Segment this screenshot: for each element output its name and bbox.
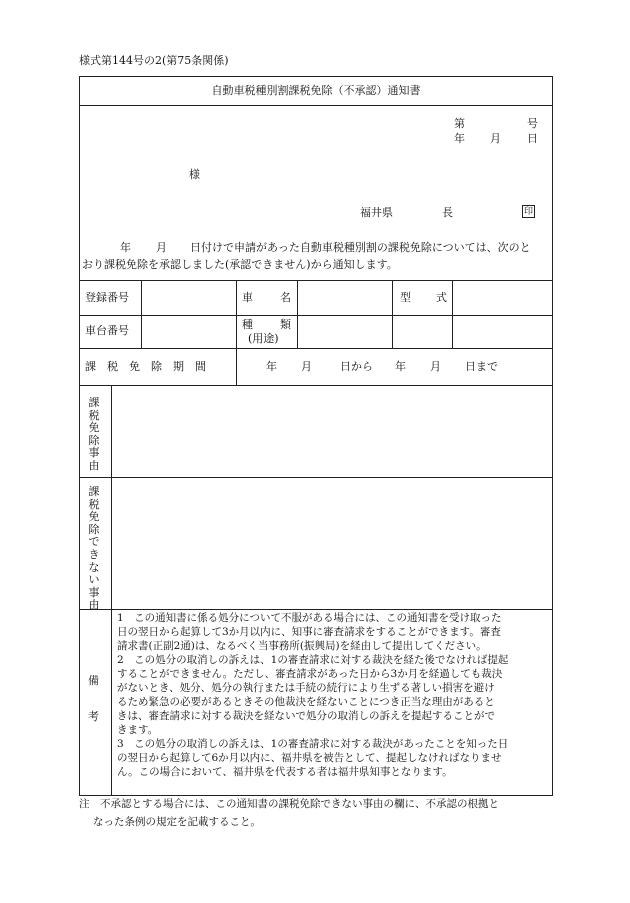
period-divider [79, 385, 553, 386]
number-dai: 第 [454, 117, 465, 130]
period-end-tsuki: 月 [430, 360, 441, 373]
remark-line: することができません。ただし、審査請求があった日から3か月を経過しても裁決 [117, 668, 503, 680]
number-go: 号 [527, 117, 538, 130]
footnote-line-2: なった条例の規定を記載すること。 [93, 816, 261, 828]
col-line-3 [297, 280, 298, 348]
form-number: 様式第144号の2(第75条関係) [79, 54, 229, 67]
reason-divider [79, 477, 553, 478]
period-start-nen: 年 [266, 360, 277, 373]
addressee-sama: 様 [189, 168, 200, 181]
no-exemption-reason-label: 課税免除できない事由 [88, 485, 100, 612]
period-start-tsuki: 月 [301, 360, 312, 373]
label-col-line [111, 385, 112, 796]
body-line-2: おり課税免除を承認しました(承認できません)から通知します。 [82, 258, 398, 271]
date-nen: 年 [454, 132, 465, 145]
header-divider [79, 280, 553, 281]
remark-line: 3 この処分の取消しの訴えは、1の審査請求に対する裁決があったことを知った日 [117, 738, 509, 750]
exemption-reason-label: 課税免除事由 [88, 396, 100, 472]
usage-label: (用途) [248, 332, 279, 345]
date-hi: 日 [527, 132, 538, 145]
footnote-line-1: 注 不承認とする場合には、この通知書の課税免除できない事由の欄に、不承認の根拠と [79, 798, 499, 810]
remarks-label-1: 備 [88, 674, 99, 687]
date-tsuki: 月 [490, 132, 501, 145]
remark-line: がないとき、処分、処分の執行または手続の続行により生ずる著しい損害を避け [117, 682, 495, 694]
period-end-made: 日まで [465, 360, 498, 373]
document-title: 自動車税種別割課税免除（不承認）通知書 [211, 84, 421, 97]
period-col-line [236, 348, 237, 385]
type-label-1: 種 [242, 318, 253, 331]
row1-divider [79, 315, 553, 316]
remark-line: ん。この場合において、福井県を代表する者は福井県知事となります。 [117, 766, 453, 778]
remark-line: 1 この通知書に係る処分について不服がある場合には、この通知書を受け取った [117, 612, 502, 624]
row2-divider [79, 348, 553, 349]
model-label-1: 型 [400, 291, 411, 304]
col-line-4 [392, 280, 393, 348]
remarks-label-2: 考 [88, 710, 99, 723]
issuer-chief: 長 [442, 206, 453, 219]
col-line-5 [452, 280, 453, 348]
model-label-2: 式 [436, 291, 447, 304]
chassis-number-label: 車台番号 [85, 324, 129, 337]
registration-number-label: 登録番号 [85, 291, 129, 304]
car-name-label-2: 名 [280, 291, 291, 304]
type-label-2: 類 [280, 318, 291, 331]
remark-line: の翌日から起算して6か月以内に、福井県を被告として、提起しなければなりませ [117, 752, 502, 764]
remark-line: 日の翌日から起算して3か月以内に、知事に審査請求をすることができます。審査 [117, 626, 501, 638]
remark-line: きます。 [117, 724, 159, 736]
col-line-2 [236, 280, 237, 348]
body-line-1: 日付けで申請があった自動車税種別割の課税免除については、次のと [190, 241, 531, 254]
body-nen: 年 [120, 241, 131, 254]
issuer-prefecture: 福井県 [360, 206, 393, 219]
remark-line: るため緊急の必要があるときその他裁決を経ないことにつき正当な理由があると [117, 696, 495, 708]
col-line-1 [141, 280, 142, 348]
remark-line: 請求書(正副2通)は、なるべく当事務所(振興局)を経由して提出してください。 [117, 640, 487, 652]
remark-line: 2 この処分の取消しの訴えは、1の審査請求に対する裁決を経た後でなければ提起 [117, 654, 509, 666]
no-reason-divider [79, 609, 553, 610]
car-name-label-1: 車 [242, 291, 253, 304]
period-start-kara: 日から [340, 360, 373, 373]
remark-line: きは、審査請求に対する裁決を経ないで処分の取消しの訴えを提起することがで [117, 710, 495, 722]
title-divider [79, 105, 553, 106]
seal-mark: 印 [523, 207, 533, 217]
period-end-nen: 年 [395, 360, 406, 373]
body-tsuki: 月 [156, 241, 167, 254]
exemption-period-label: 課 税 免 除 期 間 [85, 360, 206, 373]
